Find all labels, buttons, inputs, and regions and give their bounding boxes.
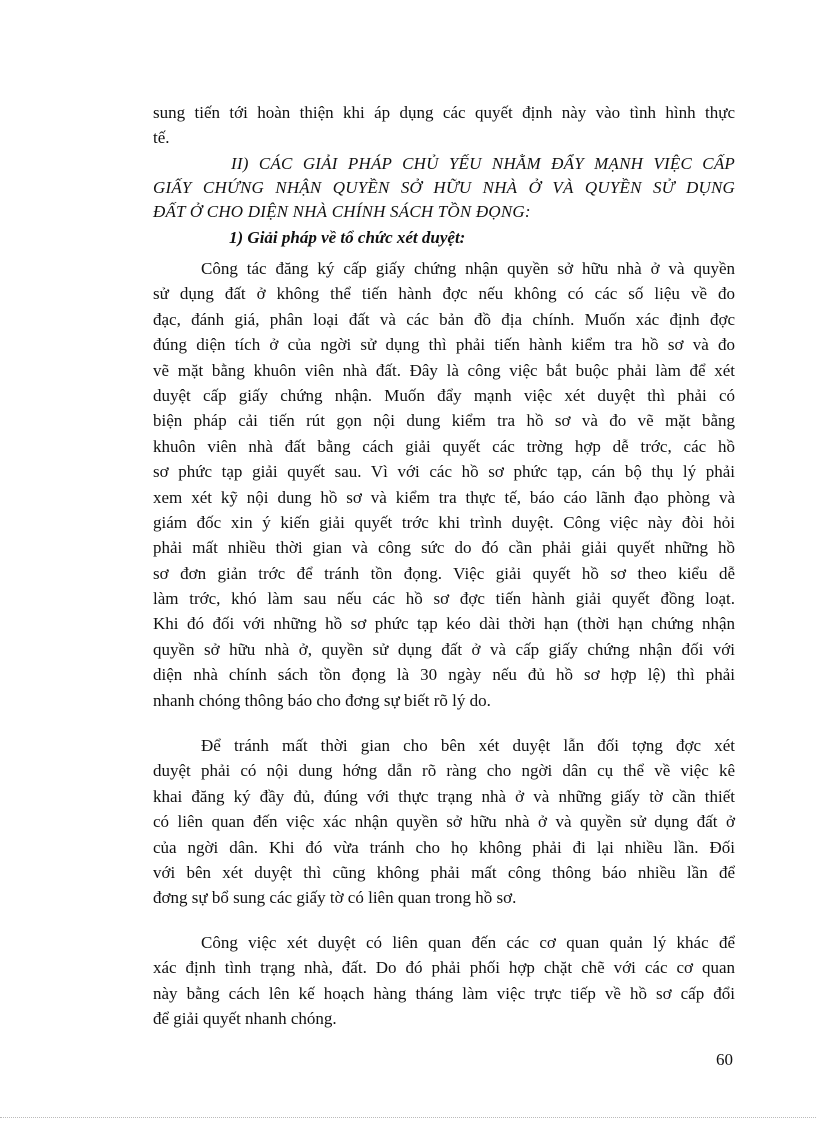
page-bottom-divider [0, 1117, 816, 1118]
paragraph-3 [153, 930, 735, 1032]
text-line: đơng sự bổ sung các giấy tờ có liên quan trong hồ sơ. [153, 888, 517, 908]
text-line: duyệt phải có nội dung hớng dẫn rõ ràng cho ngời dân cụ thể về việc kê [153, 761, 735, 781]
text-line: sơ phức tạp giải quyết sau. Vì với các hồ sơ phức tạp, cán bộ thụ lý phải [153, 462, 735, 482]
text-line: Công việc xét duyệt có liên quan đến các cơ quan quản lý khác để [201, 933, 735, 952]
text-line: đạc, đánh giá, phân loại đất và các bản đồ địa chính. Muốn xác định đợc [153, 309, 735, 329]
text-line: giám đốc xin ý kiến giải quyết trớc khi trình duyệt. Công việc này đòi hỏi [153, 512, 735, 532]
text-line: Khi đó đối với những hồ sơ phức tạp kéo dài thời hạn (thời hạn chứng nhận [153, 614, 735, 634]
page-number: 60 [716, 1050, 733, 1069]
text-line: này bằng cách lên kế hoạch hàng tháng làm việc trực tiếp về hồ sơ cấp đổi [153, 983, 735, 1003]
section-heading [153, 152, 735, 224]
paragraph-2 [153, 733, 735, 911]
text-line: tế. [153, 128, 170, 148]
text-line: vẽ mặt bằng khuôn viên nhà đất. Đây là công việc bắt buộc phải làm để xét [153, 360, 735, 380]
intro-paragraph [153, 100, 735, 151]
text-line: sơ đơn giản trớc để tránh tồn đọng. Việc giải quyết hồ sơ theo kiểu dễ [153, 563, 735, 583]
text-line: phải mất nhiều thời gian và công sức do đó cần phải giải quyết những hồ [153, 538, 735, 558]
paragraph-1 [153, 256, 735, 713]
text-line: xem xét kỹ nội dung hồ sơ và kiểm tra thực tế, báo cáo lãnh đạo phòng và [153, 487, 735, 507]
text-line: xác định tình trạng nhà, đất. Do đó phải phối hợp chặt chẽ với các cơ quan [153, 958, 735, 978]
heading-line: ĐẤT Ở CHO DIỆN NHÀ CHÍNH SÁCH TỒN ĐỌNG: [153, 202, 531, 221]
heading-line: GIẤY CHỨNG NHẬN QUYỀN SỞ HỮU NHÀ Ở VÀ QUYỀN SỬ DỤNG [153, 178, 735, 197]
text-line: làm trớc, khó làm sau nếu các hồ sơ đợc tiến hành giải quyết đồng loạt. [153, 589, 735, 609]
text-line: có liên quan đến việc xác nhận quyền sở hữu nhà ở và quyền sử dụng đất ở [153, 812, 735, 832]
text-line: biện pháp cải tiến rút gọn nội dung kiểm tra hồ sơ và đo vẽ mặt bằng [153, 411, 735, 431]
text-line: Để tránh mất thời gian cho bên xét duyệt lẫn đối tợng đợc xét [201, 736, 735, 755]
text-line: Công tác đăng ký cấp giấy chứng nhận quyền sở hữu nhà ở và quyền [201, 259, 735, 278]
text-line: quyền sở hữu nhà ở, quyền sử dụng đất ở và cấp giấy chứng nhận đối với [153, 639, 735, 659]
text-line: sử dụng đất ở không thể tiến hành đợc nếu không có các số liệu về đo [153, 284, 735, 304]
subheading: 1) Giải pháp về tổ chức xét duyệt: [229, 228, 466, 247]
text-line: của ngời dân. Khi đó vừa tránh cho họ không phải đi lại nhiều lần. Đối [153, 837, 735, 857]
text-line: khai đăng ký đầy đủ, đúng với thực trạng nhà ở và những giấy tờ cần thiết [153, 786, 735, 806]
text-line: nhanh chóng thông báo cho đơng sự biết rõ lý do. [153, 690, 491, 710]
text-line: để giải quyết nhanh chóng. [153, 1009, 337, 1029]
text-line: diện nhà chính sách tồn đọng là 30 ngày nếu đủ hồ sơ hợp lệ) thì phải [153, 665, 735, 685]
heading-line: II) CÁC GIẢI PHÁP CHỦ YẾU NHẰM ĐẨY MẠNH VIỆC CẤP [231, 154, 735, 173]
text-line: đúng diện tích ở của ngời sử dụng thì phải tiến hành kiểm tra hồ sơ và đo [153, 335, 735, 355]
text-line: khuôn viên nhà đất bằng cách giải quyết các trờng hợp dễ trớc, các hồ [153, 436, 735, 456]
text-line: duyệt cấp giấy chứng nhận. Muốn đẩy mạnh việc xét duyệt thì phải có [153, 385, 735, 405]
text-line: với bên xét duyệt thì cũng không phải mất công thông báo nhiều lần để [153, 862, 735, 882]
text-line: sung tiến tới hoàn thiện khi áp dụng các quyết định này vào tình hình thực [153, 103, 735, 122]
